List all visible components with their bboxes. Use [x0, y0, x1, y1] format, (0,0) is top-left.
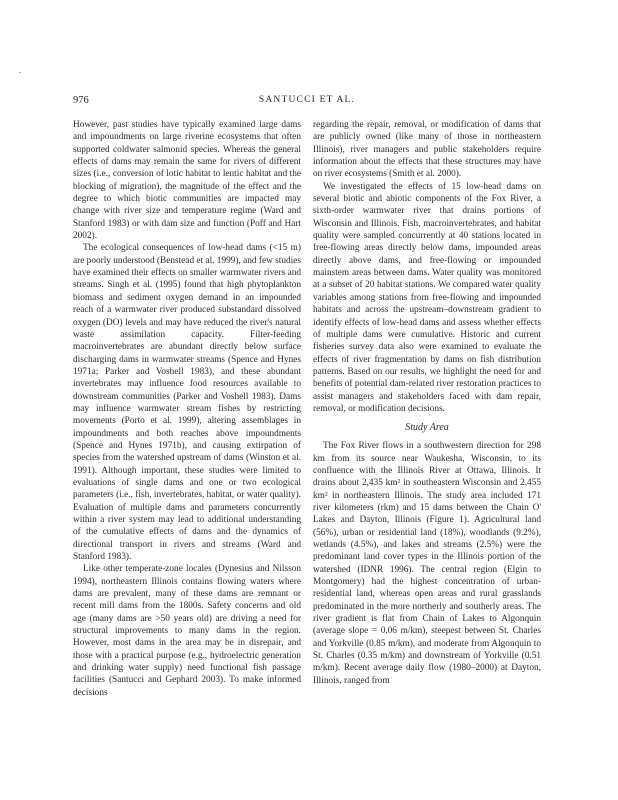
- body-paragraph: regarding the repair, removal, or modification of dams that are publicly owned (like many of those in northeastern Illinois), river managers and public stakeholders require information about the effects that these structures may have on river ecosystems (Smith et al. 2000).: [313, 120, 541, 180]
- body-paragraph: However, past studies have typically examined large dams and impoundments on large riverine ecosystems that often supported coldwater salmonid species. Whereas the general effects of dams may remain the same for rivers of different sizes (i.e., conversion of lotic habitat to lentic habitat and the blocking of migration), the magnitude of the effect and the degree to which biotic communities are impacted may change with river size and temperature regime (Ward and Stanford 1983) or with dam size and function (Poff and Hart 2002).: [73, 120, 301, 242]
- left-column: [73, 119, 301, 779]
- body-paragraph: The ecological consequences of low-head dams (<15 m) are poorly understood (Benstead et al. 1999), and few studies have examined their effects on smaller warmwater rivers and streams. Singh et al. (1995) found that high phytoplankton biomass and sediment oxygen demand in an impounded reach of a warmwater river produced substandard dissolved oxygen (DO) levels and may have reduced the river's natural waste assimilation capacity. Filter-feeding macroinvertebrates are abundant directly below surface discharging dams in warmwater streams (Spence and Hynes 1971a; Parker and Voshell 1983), and these abundant invertebrates may influence food resources available to downstream communities (Parker and Voshell 1983). Dams may influence warmwater stream fishes by restricting movements (Porto et al. 1999), altering assemblages in impoundments and both reaches above impoundments (Spence and Hynes 1971b), and causing extirpation of species from the watershed upstream of dams (Winston et al. 1991). Although important, these studies were limited to evaluations of single dams and one or two ecological parameters (i.e., fish, invertebrates, habitat, or water quality). Evaluation of multiple dams and parameters concurrently within a river system may lead to additional understanding of the cumulative effects of dams and the dynamics of directional transport in rivers and streams (Ward and Stanford 1983).: [73, 243, 301, 563]
- page-mark: .: [19, 65, 22, 75]
- body-paragraph: Like other temperate-zone locales (Dynesius and Nilsson 1994), northeastern Illinois contains flowing waters where dams are prevalent, many of these dams are remnant or recent mill dams from the 1800s. Safety concerns and old age (many dams are >50 years old) are driving a need for structural improvements to many dams in the region. However, most dams in the area may be in disrepair, and those with a practical purpose (e.g., hydroelectric generation and drinking water supply) need functional fish passage facilities (Santucci and Gephard 2003). To make informed decisions: [73, 564, 301, 698]
- page-number: 976: [73, 95, 89, 106]
- body-paragraph: We investigated the effects of 15 low-head dams on several biotic and abiotic components of the Fox River, a sixth-order warmwater river that drains portions of Wisconsin and Illinois. Fish, macroinvertebrates, and habitat quality were sampled concurrently at 40 stations located in free-flowing areas directly below dams, impounded areas directly above dams, and free-flowing or impounded mainstem areas between dams. Water quality was monitored at a subset of 20 habitat stations. We compared water quality variables among stations from free-flowing and impounded habitats and across the upstream–downstream gradient to identify effects of low-head dams and assess whether effects of multiple dams were cumulative. Historic and current fisheries survey data also were examined to evaluate the effects of river fragmentation by dams on fish distribution patterns. Based on our results, we highlight the need for and benefits of potential dam-related river restoration practices to assist managers and stakeholders faced with dam repair, removal, or modification decisions.: [313, 181, 541, 414]
- running-head: SANTUCCI ET AL.: [258, 95, 356, 105]
- section-heading: Study Area: [405, 422, 449, 434]
- page-header: [73, 95, 541, 109]
- right-column: [313, 119, 541, 779]
- body-paragraph: The Fox River flows in a southwestern direction for 298 km from its source near Waukesha, Wisconsin, to its confluence with the Illinois River at Ottawa, Illinois. It drains about 2,435 km² in southeastern Wisconsin and 2,455 km² in northeastern Illinois. The study area included 171 river kilometers (rkm) and 15 dams between the Chain O' Lakes and Dayton, Illinois (Figure 1). Agricultural land (56%), urban or residential land (18%), woodlands (9.2%), wetlands (4.5%), and lakes and streams (2.5%) were the predominant land cover types in the Illinois portion of the watershed (IDNR 1996). The central region (Elgin to Montgomery) had the highest concentration of urban-residential land, whereas open areas and rural grasslands predominated in the more northerly and southerly areas. The river gradient is flat from Chain of Lakes to Algonquin (average slope = 0.06 m/km), steepest between St. Charles and Yorkville (0.85 m/km), and moderate from Algonquin to St. Charles (0.35 m/km) and downstream of Yorkville (0.51 m/km). Recent average daily flow (1980–2000) at Dayton, Illinois, ranged from: [313, 441, 541, 686]
